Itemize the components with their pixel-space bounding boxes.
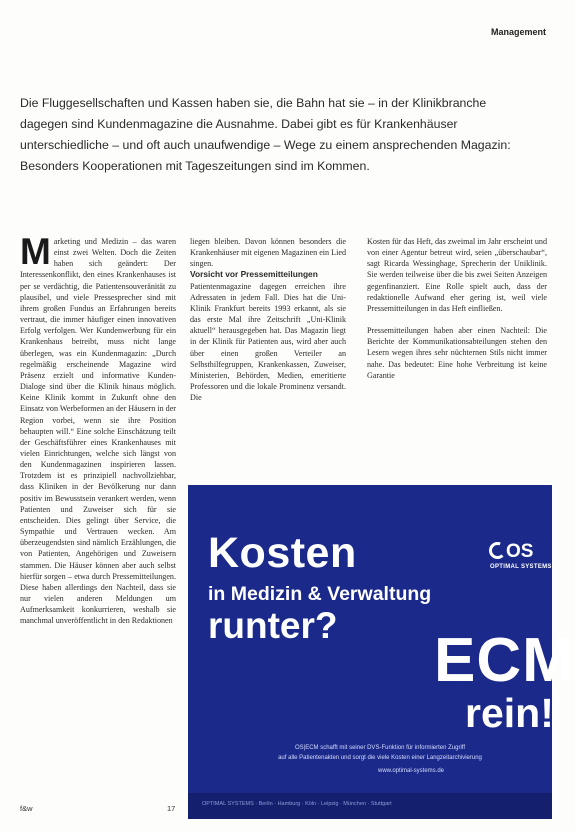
section-label: Management — [490, 27, 546, 37]
ad-headline-2: runter? — [208, 605, 338, 646]
article-column-2 — [190, 236, 346, 458]
ad-footer-text: OPTIMAL SYSTEMS · Berlin · Hamburg · Köln · Leipzig · München · Stuttgart — [202, 801, 392, 807]
column-2-intro: liegen bleiben. Davon können besonders die Krankenhäuser mit eigenen Magazinen ein Lied singen. — [190, 237, 346, 269]
article-lead: Die Fluggesellschaften und Kassen haben sie, die Bahn hat sie – in der Klinikbranche dagegen sind Kundenmagazine die Ausnahme. Dabei gibt es für Krankenhäuser unterschiedliche – und oft auch unaufwendige – Wege zu einem ansprechenden Magazin: Besonders Kooperationen mit Tageszeitungen sind im Kommen. — [20, 96, 511, 173]
column-2-text: Patientenmagazine dagegen erreichen ihre Adressaten in jedem Fall. Dies hat die Uni-Klinik Frankfurt bereits 1993 erkannt, als sie das erste Mal ihre Zeitschrift „Uni-Klinik aktuell“ herausgegeben hat. Das Magazin liegt in der Klinik für Patienten aus, wird aber auch über einen großen Verteiler an Selbsthilfegruppen, Krankenkassen, Zuweiser, Ministerien, Behörden, Medien, emeritierte Professoren und die lokale Prominenz versandt. Die — [190, 281, 346, 403]
os-logo-icon — [489, 542, 506, 559]
article-column-1 — [20, 231, 176, 766]
ad-body-line-2: auf alle Patientenakten und sorgt die viele Kosten einer Langzeitarchivierung — [278, 755, 482, 761]
ad-subline: in Medizin & Verwaltung — [208, 583, 432, 605]
article-subheading: Vorsicht vor Pressemitteilungen — [190, 269, 318, 280]
advertisement[interactable] — [188, 485, 575, 819]
page-number: 17 — [167, 804, 176, 813]
column-3-paragraph-2: Pressemitteilungen haben aber einen Nachteil: Die Berichte der Kommunikationsabteilungen stehen den Lesern wegen ihres sehr nüchternen Stils nicht immer nahe. Das bedeutet: Eine hohe Verbreitung ist keine Garantie — [367, 326, 547, 380]
ad-company-name: OPTIMAL SYSTEMS — [490, 564, 552, 570]
ad-headline: Kosten — [208, 529, 357, 577]
article-column-3 — [367, 236, 547, 458]
ad-footer-bar — [188, 793, 552, 819]
ad-logo — [486, 541, 556, 577]
ad-body-line-1: OS|ECM schafft mit seiner DVS-Funktion für informierten Zugriff — [294, 745, 466, 751]
ad-url[interactable]: www.optimal-systems.de — [378, 768, 445, 774]
footer-publication: f&w — [20, 804, 33, 813]
column-1-text: arketing und Medizin – das waren einst zwei Welten. Doch die Zeiten haben sich geändert: Der Interessenkonflikt, den eines Krankenhauses ist per se verdächtig, die Patientensouveränität zu plausibel, und viele Pressesprecher sind mit ihrem großen Fundus an Erfahrungen bereits vertraut, die immer häufiger einen innovativen Erfolg verfolgen. Wer Kundenwerbung für ein Krankenhaus betreibt, muss nicht lange überlegen, was ein Kundenmagazin: „Durch regelmäßig erscheinende Magazine wird Präsenz erzielt und informative Kunden-Dialoge sind über die Klinik hinaus möglich. Keine Klinik kommt in Zukunft ohne den Einsatz von Werbeformen an der Häusern in der Region vorbei, wenn sie ihre Position behaupten will.“ Eine solche Einschätzung teilt der Geschäftsführer eines Krankenhauses mit vielen Einrichtungen, welche sich längst von den Kundenmagazinen inspirieren lassen. Trotzdem ist es prinzipiell nachvollziehbar, dass Kliniken in der Bevölkerung nur dann positiv im Bewusstsein verankert werden, wenn Patienten und Zuweiser sich für sie entscheiden. Dies gelingt über Service, die Sympathie und Vertrauen wecken. Am überzeugendsten sind nämlich Erzählungen, die von Patienten, Angehörigen und Zuweisern stammen. Die Häuser können aber auch selbst hierfür sorgen – etwa durch Pressemitteilungen. Diese haben allerdings den Nachteil, dass sie nur vielen anderen Meldungen um Aufmerksamkeit konkurrieren, weshalb sie manchmal unveröffentlicht in den Redaktionen — [20, 237, 176, 626]
ad-ecm-text: ECM — [434, 626, 575, 695]
column-3-paragraph-1: Kosten für das Heft, das zweimal im Jahr erscheint und von einer Agentur betreut wird, seien „überschaubar“, sagt Ricarda Wessinghage, Sprecherin der Uniklinik. Sie werden teilweise über die bis zwei Seiten Anzeigen gegenfinanziert. Eine Rolle spielt auch, dass der redaktionelle Aufwand eher gering ist, weil viele Pressemitteilungen in das Heft einfließen. — [367, 237, 547, 313]
ad-rein-text: rein! — [465, 690, 554, 736]
drop-cap: M — [20, 231, 51, 272]
ad-logo-text: OS — [506, 541, 534, 562]
ad-body-text — [208, 743, 552, 763]
